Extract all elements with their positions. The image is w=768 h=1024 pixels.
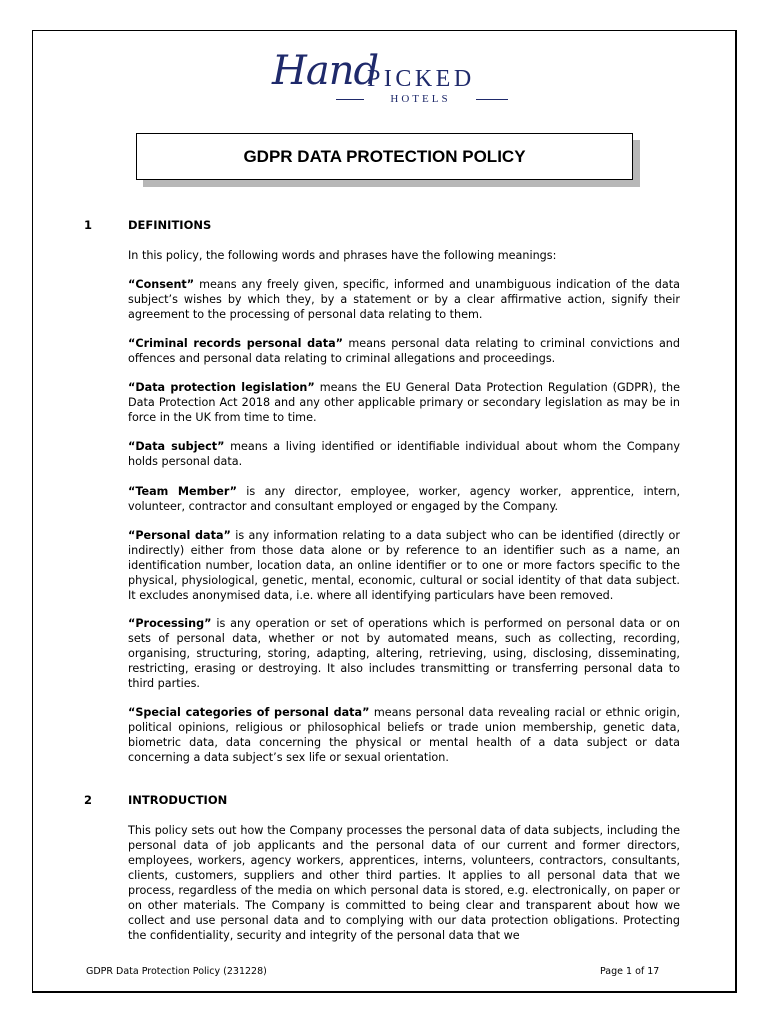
definition-consent [128,277,680,322]
logo-hotels-text: HOTELS [390,93,451,105]
definition-data-protection-legislation [128,380,680,425]
definition-term: “Team Member” [128,485,237,498]
footer-page-number: Page 1 of 17 [600,966,660,977]
definition-term: “Data subject” [128,440,225,453]
logo-rule-right [476,99,508,100]
introduction-paragraph: This policy sets out how the Company processes the personal data of data subjects, including the personal data of job applicants and the personal data of our current and former directors, employees, workers, agency workers, apprentices, interns, volunteers, contractors, consultants, clients, customers, suppliers and other third parties. It applies to all personal data that we process, regardless of the media on which personal data is stored, e.g. electronically, on paper or on other materials. The Company is committed to being clear and transparent about how we collect and use personal data and to complying with our data protection obligations. Protecting the confidentiality, security and integrity of the personal data that we [128,824,680,942]
logo-script-text: Hand [272,48,379,94]
definition-term: “Processing” [128,617,212,630]
definition-text: means any freely given, specific, informed and unambiguous indication of the data subject’s wishes by which they, by a statement or by a clear affirmative action, signify their agreement to the processing of personal data relating to them. [128,278,680,321]
logo-rule-left [336,99,364,100]
definition-special-categories [128,705,680,765]
definition-text: means a living identified or identifiable individual about whom the Company holds personal data. [128,440,680,468]
definition-text: is any director, employee, worker, agency worker, apprentice, intern, volunteer, contractor and consultant employed or engaged by the Company. [128,485,680,513]
company-logo [270,48,520,110]
definition-data-subject [128,439,680,469]
document-title: GDPR DATA PROTECTION POLICY [243,146,526,166]
definition-criminal-records [128,336,680,366]
definition-text: means personal data relating to criminal convictions and offences and personal data relating to criminal allegations and proceedings. [128,337,680,365]
definition-text: means personal data revealing racial or ethnic origin, political opinions, religious or philosophical beliefs or trade union membership, genetic data, biometric data, data concerning the physical or mental health of a data subject or data concerning a data subject’s sex life or sexual orientation. [128,706,680,764]
section-number: 1 [84,218,93,232]
definition-text: means the EU General Data Protection Regulation (GDPR), the Data Protection Act 2018 and any other applicable primary or secondary legislation as may be in force in the UK from time to time. [128,381,680,424]
document-title-box [136,133,633,180]
definitions-intro: In this policy, the following words and phrases have the following meanings: [128,249,557,262]
definition-text: is any information relating to a data subject who can be identified (directly or indirectly) either from those data alone or by reference to an identifier such as a name, an identification number, location data, an online identifier or to one or more factors specific to the physical, physiological, genetic, mental, economic, cultural or social identity of that data subject. It excludes anonymised data, i.e. where all identifying particulars have been removed. [128,529,680,602]
section-number: 2 [84,793,93,807]
definition-team-member [128,484,680,514]
footer-document-name: GDPR Data Protection Policy (231228) [86,966,267,977]
logo-picked-text: PICKED [367,66,475,92]
definition-processing [128,616,680,691]
definition-term: “Consent” [128,278,195,291]
definition-personal-data [128,528,680,603]
definition-term: “Data protection legislation” [128,381,315,394]
section-title: DEFINITIONS [128,218,212,232]
definition-term: “Criminal records personal data” [128,337,343,350]
definition-text: is any operation or set of operations which is performed on personal data or on sets of personal data, whether or not by automated means, such as collecting, recording, organising, structuring, storing, adapting, altering, retrieving, using, disclosing, disseminating, restricting, erasing or destroying. It also includes transmitting or transferring personal data to third parties. [128,617,680,690]
definition-term: “Personal data” [128,529,231,542]
section-title: INTRODUCTION [128,793,228,807]
definition-term: “Special categories of personal data” [128,706,370,719]
